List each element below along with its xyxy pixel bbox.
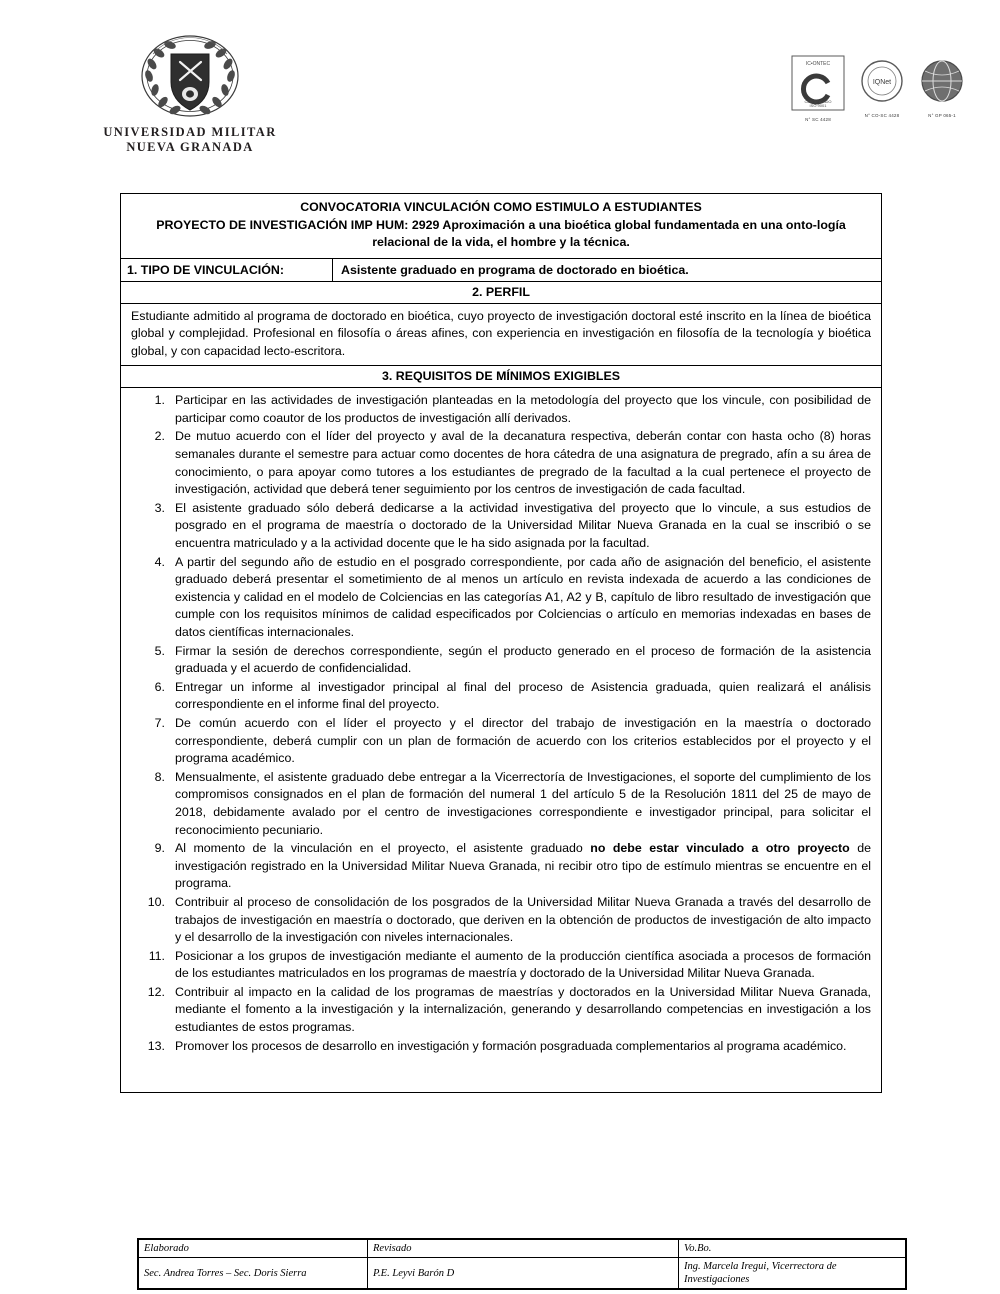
- list-item-number: 3.: [154, 500, 165, 515]
- list-item: [131, 1038, 871, 1056]
- list-item: [131, 948, 871, 983]
- requisitos-list: [121, 388, 881, 1092]
- svg-text:ISO 9001: ISO 9001: [809, 103, 827, 108]
- list-item: [131, 554, 871, 642]
- svg-text:IC•ONTEC: IC•ONTEC: [805, 61, 831, 67]
- footer-header-row: [139, 1240, 906, 1258]
- university-logo: [95, 18, 285, 155]
- footer-header-revisado: Revisado: [368, 1240, 679, 1258]
- list-item-text: Participar en las actividades de investigación planteadas en la metodología del proyecto que los vincule, con posibilidad de participar como coautor de los productos de investigación allí derivados.: [175, 393, 871, 425]
- footer-header-vobo: Vo.Bo.: [679, 1240, 906, 1258]
- footer-header-elaborado: Elaborado: [139, 1240, 368, 1258]
- vinculacion-row: [121, 259, 881, 282]
- list-item-number: 12.: [147, 984, 165, 999]
- globe-seal-label: N° GP 065-1: [928, 113, 956, 118]
- list-item: [131, 679, 871, 714]
- list-item-text-bold: no debe estar vinculado a otro proyecto: [590, 841, 850, 856]
- globe-seal: [919, 59, 965, 119]
- icontec-seal-label: N° SC 4428: [805, 117, 831, 122]
- university-name-line1: UNIVERSIDAD MILITAR: [103, 125, 277, 139]
- document-title: [121, 194, 881, 259]
- iqnet-seal-label: N° CO-SC 4428: [864, 113, 900, 118]
- title-line-3: relacional de la vida, el hombre y la técnica.: [372, 235, 630, 249]
- icontec-seal: [791, 55, 845, 123]
- perfil-text: Estudiante admitido al programa de doctorado en bioética, cuyo proyecto de investigación doctoral esté inscrito en la línea de bioética global y complejidad. Profesional en filosofía o áreas afines, con experiencia en investigación en filosofía de la tecnología y bioética global, y con capacidad lecto-escritora.: [121, 304, 881, 367]
- list-item-text: El asistente graduado sólo deberá dedicarse a la actividad investigativa del proyecto que lo vincule, a sus estudios de posgrado en el programa de maestría o doctorado de la Universidad Militar Nueva Granada en la cual se inscribió o se encuentra matriculado y a la actividad docente que le ha sido asignada por la facultad.: [175, 500, 871, 551]
- list-item: [131, 643, 871, 678]
- list-item-text: De común acuerdo con el líder el proyecto y el director del trabajo de investigación en la maestría o doctorado correspondiente, deberá cumplir con un plan de formación de acuerdo con los criterios establecidos por el proyecto y el programa académico.: [175, 715, 871, 766]
- svg-text:IQNet: IQNet: [872, 79, 892, 86]
- list-item-text: Entregar un informe al investigador principal al final del proceso de Asistencia graduada, quien realizará el análisis correspondiente en el informe final del proyecto.: [175, 679, 871, 712]
- list-item-text: De mutuo acuerdo con el líder del proyecto y aval de la decanatura respectiva, deberán contar con hasta ocho (8) horas semanales durante el semestre para actuar como docentes de hora cátedra de una asignatura de pregrado, afín a su área de conocimiento, o para apoyar como tutores a los estudiantes de pregrado de la facultad a la cual pertenece el proyecto de investigación, actividad que deberá tener seguimiento por los centros de investigación de cada facultad.: [175, 429, 871, 497]
- list-item-number: 5.: [154, 643, 165, 658]
- convocatoria-table: [120, 193, 882, 1093]
- title-line-2: PROYECTO DE INVESTIGACIÓN IMP HUM: 2929 Aproximación a una bioética global fundamentada en una onto-logía: [156, 217, 846, 232]
- list-item-number: 13.: [147, 1038, 165, 1053]
- list-item-text: Posicionar a los grupos de investigación mediante el aumento de la producción científica asociada a procesos de formación de los estudiantes matriculados en los programas de maestría y doctorado de la Universidad Militar Nueva Granada.: [175, 948, 871, 981]
- iqnet-seal: [859, 59, 905, 119]
- list-item-number: 2.: [154, 429, 165, 444]
- list-item-number: 8.: [154, 769, 165, 784]
- list-item: [131, 840, 871, 893]
- requisitos-heading: 3. REQUISITOS DE MÍNIMOS EXIGIBLES: [121, 366, 881, 388]
- certification-seals: [791, 55, 965, 123]
- list-item-number: 6.: [154, 679, 165, 694]
- list-item-number: 11.: [148, 948, 165, 963]
- footer-value-revisado: P.E. Leyvi Barón D: [368, 1258, 679, 1289]
- list-item: [131, 769, 871, 839]
- list-item-text-before: Al momento de la vinculación en el proyecto, el asistente graduado: [175, 841, 591, 856]
- list-item-text: Firmar la sesión de derechos correspondiente, según el producto generado en el proceso de formación de la asistencia graduada y el acuerdo de confidencialidad.: [175, 643, 871, 676]
- list-item-text: Mensualmente, el asistente graduado debe entregar a la Vicerrectoría de Investigaciones, el soporte del cumplimiento de los compromisos consignados en el plan de formación del numeral 1 del artículo 5 de la Resolución 1811 del 25 de mayo de 2018, debidamente avalado por el centro de investigaciones correspondiente e investigador principal, para solicitar el reconocimiento pecuniario.: [175, 769, 871, 837]
- signature-footer: [137, 1238, 907, 1290]
- university-name-line2: NUEVA GRANADA: [126, 140, 254, 154]
- list-item-text: [175, 840, 871, 893]
- svg-text:CERTIFICADO: CERTIFICADO: [804, 99, 832, 104]
- vinculacion-value: Asistente graduado en programa de doctorado en bioética.: [341, 262, 689, 277]
- list-item-number: 9.: [154, 841, 165, 856]
- list-item-text: Promover los procesos de desarrollo en investigación y formación posgraduada complementarios al programa académico.: [175, 1038, 847, 1053]
- list-item: [131, 715, 871, 768]
- list-item: [131, 428, 871, 498]
- title-line-1: CONVOCATORIA VINCULACIÓN COMO ESTIMULO A ESTUDIANTES: [300, 200, 702, 214]
- list-item: [131, 894, 871, 947]
- footer-value-elaborado: Sec. Andrea Torres – Sec. Doris Sierra: [139, 1258, 368, 1289]
- list-item: [131, 500, 871, 553]
- document-header: [0, 0, 1000, 175]
- list-bottom-spacer: [131, 1056, 871, 1082]
- crest-icon: [135, 18, 245, 123]
- perfil-heading: 2. PERFIL: [121, 282, 881, 304]
- list-item-text: Contribuir al impacto en la calidad de los programas de maestrías y doctorados en la Universidad Militar Nueva Granada, mediante el fomento a la investigación y la internalización, generando y desarrollando competencias en investigación a los estudiantes de estos programas.: [175, 984, 871, 1035]
- vinculacion-label: 1. TIPO DE VINCULACIÓN:: [121, 259, 333, 281]
- list-item: [131, 392, 871, 427]
- list-item-text-after: de investigación registrado en la Universidad Militar Nueva Granada, ni recibir otro tipo de estímulo mientras se encuentre en el programa.: [175, 841, 871, 891]
- list-item-number: 1.: [154, 393, 165, 408]
- list-item-number: 10.: [147, 894, 165, 909]
- footer-value-vobo: Ing. Marcela Iregui, Vicerrectora de Investigaciones: [679, 1258, 906, 1289]
- footer-value-row: [139, 1258, 906, 1289]
- list-item: [131, 984, 871, 1037]
- list-item-number: 7.: [154, 715, 165, 730]
- list-item-number: 4.: [154, 554, 165, 569]
- list-item-text: A partir del segundo año de estudio en el posgrado correspondiente, por cada año de asignación del beneficio, el asistente graduado deberá presentar el sometimiento de al menos un artículo en revista indexada de acuerdo a las condiciones de existencia y calidad en el modelo de Colciencias en las categorías A1, A2 y B, capítulo de libro resultado de investigación que cumple con los requisitos mínimos de calidad especificados por Colciencias o artículo en memorias indexadas en bases de datos científicas internacionales.: [175, 554, 871, 639]
- list-item-text: Contribuir al proceso de consolidación de los posgrados de la Universidad Militar Nueva Granada a través del desarrollo de trabajos de investigación en maestría o doctorado, que deriven en la obtención de productos de investigación de alto impacto y el desarrollo de la investigación con niveles internacionales.: [175, 894, 871, 945]
